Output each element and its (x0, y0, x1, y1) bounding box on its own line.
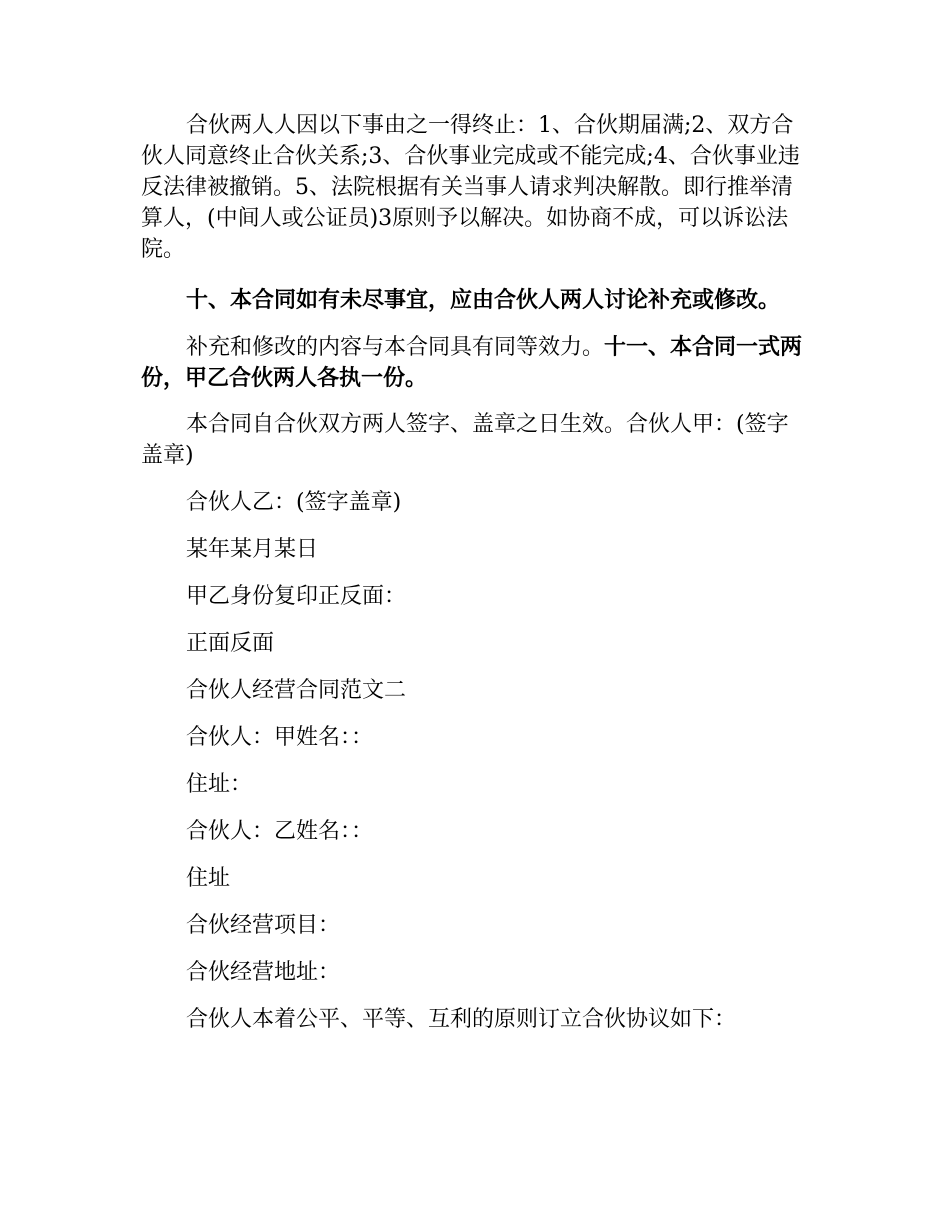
paragraph-amendment (141, 332, 809, 394)
amendment-text: 补充和修改的内容与本合同具有同等效力。 (186, 335, 605, 360)
id-copy-line: 甲乙身份复印正反面： (186, 584, 407, 609)
id-front-back-line: 正面反面 (186, 631, 275, 656)
clause-ten-heading: 十、本合同如有未尽事宜，应由合伙人两人讨论补充或修改。 (186, 287, 781, 313)
partner-b-name-line: 合伙人：乙姓名：： (186, 819, 374, 844)
signature-line-partner-b: 合伙人乙：(签字盖章) (186, 490, 402, 515)
clause-eleven-heading: 十一、本合同一式两份，甲乙合伙两人各执一份。 (141, 334, 803, 391)
business-address-line: 合伙经营地址： (186, 960, 341, 985)
partner-b-address-line: 住址 (186, 866, 231, 891)
paragraph-effective: 本合同自合伙双方两人签字、盖章之日生效。合伙人甲：(签字盖章) (141, 412, 789, 468)
sample-two-title: 合伙人经营合同范文二 (186, 678, 407, 703)
date-line: 某年某月某日 (186, 537, 319, 562)
partner-a-name-line: 合伙人：甲姓名：： (186, 725, 374, 750)
paragraph-termination: 合伙两人人因以下事由之一得终止：1、合伙期届满;2、双方合伙人同意终止合伙关系;3、合伙事业完成或不能完成;4、合伙事业违反法律被撤销。5、法院根据有关当事人请求判决解散。即行推举清算人，(中间人或公证员)3原则予以解决。如协商不成，可以诉讼法院。 (141, 113, 800, 262)
document-page (141, 110, 809, 1051)
partner-a-address-line: 住址： (186, 772, 253, 797)
business-project-line: 合伙经营项目： (186, 913, 341, 938)
agreement-intro-line: 合伙人本着公平、平等、互利的原则订立合伙协议如下： (186, 1007, 737, 1032)
